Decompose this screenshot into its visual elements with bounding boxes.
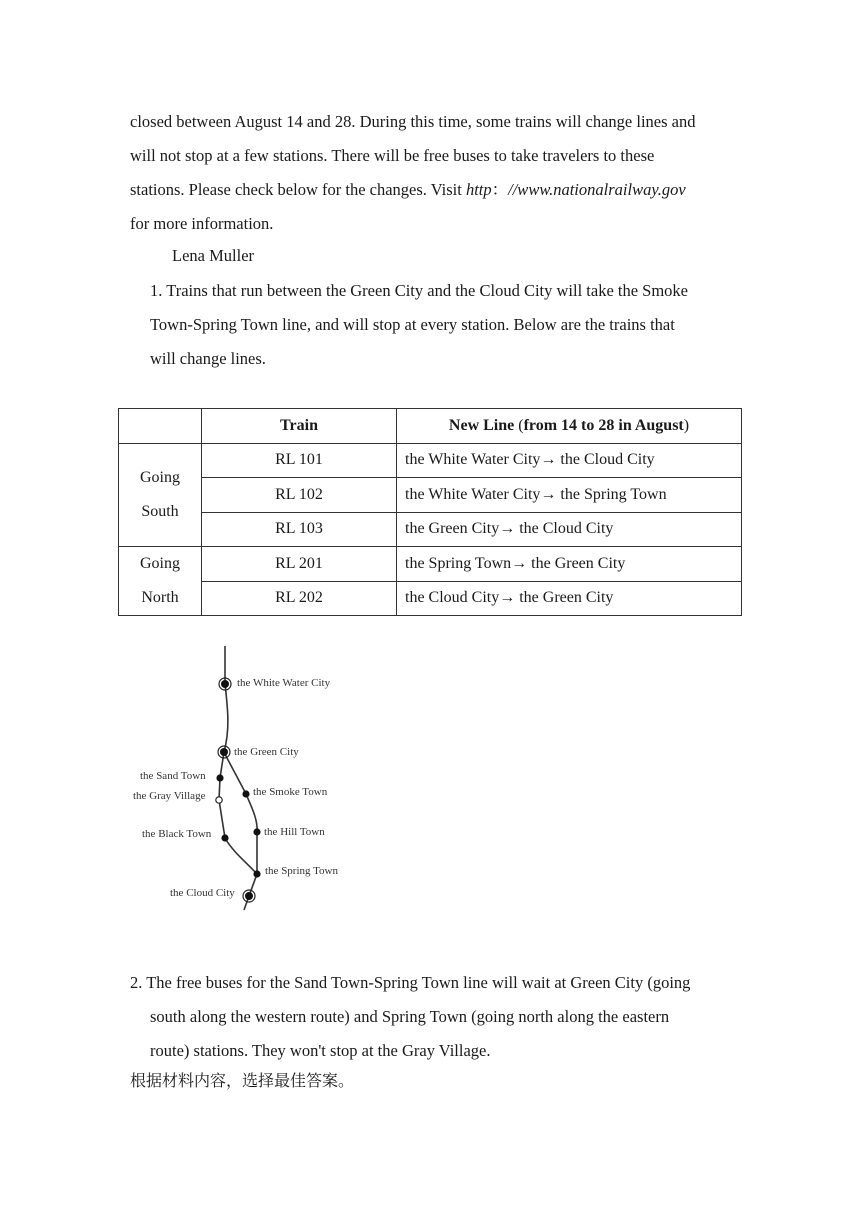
direction-north xyxy=(119,547,202,616)
track-eastern-route xyxy=(224,752,257,874)
header-new-line-label: New Line xyxy=(448,416,515,434)
track-south xyxy=(244,874,257,910)
train-change-table xyxy=(118,408,742,616)
label-hill: the Hill Town xyxy=(264,826,325,838)
track-white-green xyxy=(224,684,228,752)
label-gray: the Gray Village xyxy=(133,790,206,802)
direction-south-line2: South xyxy=(141,502,179,520)
station-sand-marker xyxy=(216,774,223,781)
table-header-row xyxy=(119,409,742,444)
label-black: the Black Town xyxy=(142,828,212,840)
header-empty xyxy=(119,409,202,444)
intro-line-4: for more information. xyxy=(130,214,274,233)
header-paren-open: ( xyxy=(518,416,524,434)
table-row xyxy=(119,478,742,513)
table-row xyxy=(119,547,742,582)
train-number: RL 201 xyxy=(202,547,397,582)
station-black-marker xyxy=(221,834,228,841)
new-line: the Green City→ the Cloud City xyxy=(397,512,742,547)
table-row xyxy=(119,443,742,478)
header-paren-close: ) xyxy=(683,416,690,434)
station-spring-marker xyxy=(253,870,260,877)
signature: Lena Muller xyxy=(172,246,255,265)
item1-line-1-text: 1. Trains that run between the Green City and the Cloud City will take the Smoke xyxy=(150,281,689,300)
train-number: RL 101 xyxy=(202,443,397,478)
station-hill-marker xyxy=(253,828,260,835)
new-line: the White Water City→ the Cloud City xyxy=(397,443,742,478)
train-number: RL 103 xyxy=(202,512,397,547)
intro-line-2: will not stop at a few stations. There will be free buses to take travelers to these xyxy=(130,146,655,165)
header-new-line xyxy=(397,409,742,444)
new-line: the White Water City→ the Spring Town xyxy=(397,478,742,513)
track-western-route xyxy=(219,752,257,874)
new-line: the Cloud City→ the Green City xyxy=(397,581,742,616)
item1-line-1 xyxy=(150,274,732,308)
item1-line-3: will change lines. xyxy=(150,349,266,368)
direction-north-line1: Going xyxy=(140,555,180,572)
direction-north-line2: North xyxy=(141,589,179,606)
item2-line-1: 2. The free buses for the Sand Town-Spring Town line will wait at Green City (going xyxy=(130,973,691,992)
header-train: Train xyxy=(202,409,397,444)
table-row xyxy=(119,581,742,616)
header-range: from 14 to 28 in August xyxy=(523,416,684,434)
station-gray-marker xyxy=(216,797,222,803)
url-colon: ： xyxy=(491,180,509,199)
item1-line-2: Town-Spring Town line, and will stop at every station. Below are the trains that xyxy=(150,315,675,334)
table-row xyxy=(119,512,742,547)
url-scheme: http xyxy=(465,180,492,199)
label-spring: the Spring Town xyxy=(265,865,338,877)
label-white-water: the White Water City xyxy=(237,677,331,689)
train-number: RL 202 xyxy=(202,581,397,616)
station-cloud-marker xyxy=(243,890,255,902)
intro-line-3 xyxy=(130,173,732,207)
intro-line-1: closed between August 14 and 28. During this time, some trains will change lines and xyxy=(130,112,696,131)
new-line: the Spring Town→ the Green City xyxy=(397,547,742,582)
label-sand: the Sand Town xyxy=(140,770,206,782)
item2-line-2: south along the western route) and Spring Town (going north along the eastern xyxy=(150,1007,670,1026)
direction-south xyxy=(119,443,202,547)
question-instruction: 根据材料内容，选择最佳答案。 xyxy=(130,1071,355,1090)
label-cloud: the Cloud City xyxy=(170,887,235,899)
label-smoke: the Smoke Town xyxy=(253,786,328,798)
station-smoke-marker xyxy=(242,790,249,797)
direction-south-line1: Going xyxy=(140,468,180,486)
rail-map xyxy=(128,640,358,920)
label-green: the Green City xyxy=(234,746,299,758)
intro-line-3-text: stations. Please check below for the changes. Visit xyxy=(130,180,466,199)
train-number: RL 102 xyxy=(202,478,397,513)
url-path: //www.nationalrailway.gov xyxy=(508,180,686,199)
item2-line-3: route) stations. They won't stop at the Gray Village. xyxy=(150,1041,491,1060)
